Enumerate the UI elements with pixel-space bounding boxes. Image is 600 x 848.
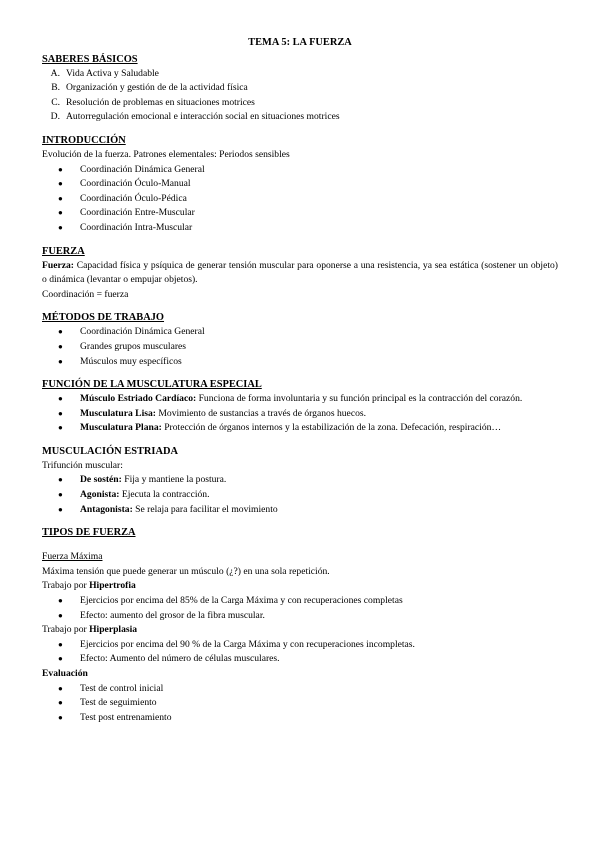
hiperplasia-heading: Trabajo por Hiperplasia xyxy=(42,624,138,636)
list-item: C. Resolución de problemas en situaciones motrices xyxy=(51,96,255,108)
introduccion-list xyxy=(42,163,558,236)
list-item: D. Autorregulación emocional e interacción social en situaciones motrices xyxy=(50,111,340,123)
hiperplasia-list xyxy=(42,638,558,667)
section-heading-funcion: FUNCIÓN DE LA MUSCULATURA ESPECIAL xyxy=(42,379,262,391)
list-item: ● Antagonista: Se relaja para facilitar el movimiento xyxy=(42,503,558,518)
bullet-icon: ● xyxy=(58,639,63,649)
list-item: ● Coordinación Intra-Muscular xyxy=(42,221,558,236)
estriada-list xyxy=(42,473,558,517)
list-item: ● Test de control inicial xyxy=(42,682,558,697)
list-item: ● Coordinación Óculo-Manual xyxy=(42,177,558,192)
list-item: ● Coordinación Óculo-Pédica xyxy=(42,192,558,207)
bullet-icon: ● xyxy=(58,193,63,203)
section-heading-introduccion: INTRODUCCIÓN xyxy=(42,134,126,146)
bullet-icon: ● xyxy=(58,423,63,433)
section-metodos xyxy=(42,311,558,369)
bullet-icon: ● xyxy=(58,222,63,232)
bullet-icon: ● xyxy=(58,327,63,337)
bullet-icon: ● xyxy=(58,208,63,218)
list-item: ● Coordinación Dinámica General xyxy=(42,163,558,178)
section-tipos xyxy=(42,526,558,725)
section-heading-estriada: MUSCULACIÓN ESTRIADA xyxy=(42,445,178,457)
fuerza-maxima-definition: Máxima tensión que puede generar un músculo (¿?) en una sola repetición. xyxy=(42,565,330,577)
bullet-icon: ● xyxy=(58,341,63,351)
bullet-icon: ● xyxy=(58,179,63,189)
bullet-icon: ● xyxy=(58,394,63,404)
fuerza-note: Coordinación = fuerza xyxy=(42,288,129,300)
estriada-intro: Trifunción muscular: xyxy=(42,459,123,471)
document-title: TEMA 5: LA FUERZA xyxy=(248,37,352,48)
section-heading-fuerza: FUERZA xyxy=(42,245,85,257)
document-page xyxy=(42,36,558,725)
bullet-icon: ● xyxy=(58,504,63,514)
funcion-list xyxy=(42,392,558,436)
list-item: ● Efecto: Aumento del número de células musculares. xyxy=(42,652,558,667)
hipertrofia-heading: Trabajo por Hipertrofia xyxy=(42,580,136,592)
list-item: ● Test post entrenamiento xyxy=(42,711,558,726)
evaluacion-list xyxy=(42,682,558,726)
list-item: ● Musculatura Lisa: Movimiento de sustancias a través de órganos huecos. xyxy=(42,407,558,422)
list-item: ● Músculos muy específicos xyxy=(42,355,558,370)
section-funcion xyxy=(42,378,558,436)
list-item: ● Grandes grupos musculares xyxy=(42,340,558,355)
list-item: ● Efecto: aumento del grosor de la fibra muscular. xyxy=(42,609,558,624)
list-item: ● Músculo Estriado Cardíaco: Funciona de forma involuntaria y su función principal es la contracción del corazón. xyxy=(42,392,558,407)
section-saberes xyxy=(42,53,558,125)
list-item: ● Agonista: Ejecuta la contracción. xyxy=(42,488,558,503)
metodos-list xyxy=(42,325,558,369)
bullet-icon: ● xyxy=(58,596,63,606)
section-estriada xyxy=(42,445,558,517)
list-item: B. Organización y gestión de de la actividad física xyxy=(51,82,248,94)
bullet-icon: ● xyxy=(58,408,63,418)
list-item: ● Ejercicios por encima del 85% de la Carga Máxima y con recuperaciones completas xyxy=(42,594,558,609)
list-item: ● Ejercicios por encima del 90 % de la Carga Máxima y con recuperaciones incompletas. xyxy=(42,638,558,653)
bullet-icon: ● xyxy=(58,610,63,620)
list-item: A. Vida Activa y Saludable xyxy=(50,67,159,79)
bullet-icon: ● xyxy=(58,683,63,693)
section-heading-tipos: TIPOS DE FUERZA xyxy=(42,527,136,539)
list-item: ● Coordinación Entre-Muscular xyxy=(42,206,558,221)
section-heading-saberes: SABERES BÁSICOS xyxy=(42,53,138,65)
bullet-icon: ● xyxy=(58,490,63,500)
bullet-icon: ● xyxy=(58,712,63,722)
list-item: ● Coordinación Dinámica General xyxy=(42,325,558,340)
hipertrofia-list xyxy=(42,594,558,623)
section-fuerza xyxy=(42,245,558,303)
evaluacion-heading: Evaluación xyxy=(42,668,88,679)
bullet-icon: ● xyxy=(58,698,63,708)
bullet-icon: ● xyxy=(58,356,63,366)
bullet-icon: ● xyxy=(58,164,63,174)
list-item: ● De sostén: Fija y mantiene la postura. xyxy=(42,473,558,488)
list-item: ● Musculatura Plana: Protección de órganos internos y la estabilización de la zona. Defecación, respiración… xyxy=(42,421,558,436)
list-item: ● Test de seguimiento xyxy=(42,696,558,711)
intro-text: Evolución de la fuerza. Patrones elementales: Periodos sensibles xyxy=(42,148,290,160)
bullet-icon: ● xyxy=(58,654,63,664)
saberes-list xyxy=(42,67,558,125)
fuerza-definition: Fuerza: Capacidad física y psíquica de generar tensión muscular para oponerse a una resistencia, ya sea estática (sostener un objeto) o dinámica (levantar o empujar objetos). xyxy=(42,259,558,286)
section-introduccion xyxy=(42,134,558,236)
bullet-icon: ● xyxy=(58,475,63,485)
section-heading-metodos: MÉTODOS DE TRABAJO xyxy=(42,312,165,324)
fuerza-maxima-heading: Fuerza Máxima xyxy=(42,551,103,563)
